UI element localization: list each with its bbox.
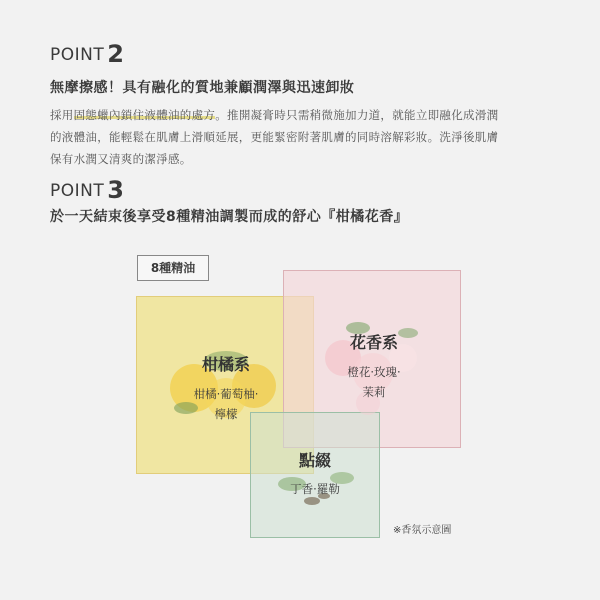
point-2-body-line-1: 採用固態蠟內鎖住液體油的處方。推開凝膏時只需稍微施加力道，就能立即融化成滑潤: [50, 108, 499, 122]
citrus-items-line-2: 檸檬: [214, 407, 238, 421]
citrus-items-line-1: 柑橘‧葡萄柚‧: [193, 387, 259, 401]
point-2-word: POINT: [50, 45, 105, 65]
point-2-heading: 無摩擦感！具有融化的質地兼顧潤澤與迅速卸妝: [50, 80, 355, 96]
point-2-body-line-2: 的液體油，能輕鬆在肌膚上滑順延展，更能緊密附著肌膚的同時溶解彩妝。洗淨後肌膚: [50, 130, 499, 144]
highlighted-phrase: 固態蠟內鎖住液體油的處方: [73, 108, 216, 122]
accent-items-line-1: 丁香‧羅勒: [290, 482, 340, 496]
point-3-heading: 於一天結束後享受8種精油調製而成的舒心『柑橘花香』: [50, 209, 409, 225]
floral-group-title: 花香系: [349, 333, 398, 352]
floral-items-line-2: 茉莉: [362, 385, 386, 399]
accent-group-items: [270, 479, 360, 499]
point-2-body-line-3: 保有水潤又清爽的潔淨感。: [50, 152, 192, 166]
citrus-group-items: [176, 384, 276, 424]
citrus-group-title: 柑橘系: [201, 355, 250, 374]
scent-footnote: ※香氛示意圖: [393, 525, 452, 536]
floral-group-items: [324, 362, 424, 402]
accent-group-title: 點綴: [298, 451, 331, 470]
point-2-number: 2: [107, 40, 125, 68]
point-3-word: POINT: [50, 181, 105, 201]
floral-items-line-1: 橙花‧玫瑰‧: [347, 365, 401, 379]
oil-count-tag: 8種精油: [137, 255, 209, 281]
point-3-number: 3: [107, 176, 125, 204]
